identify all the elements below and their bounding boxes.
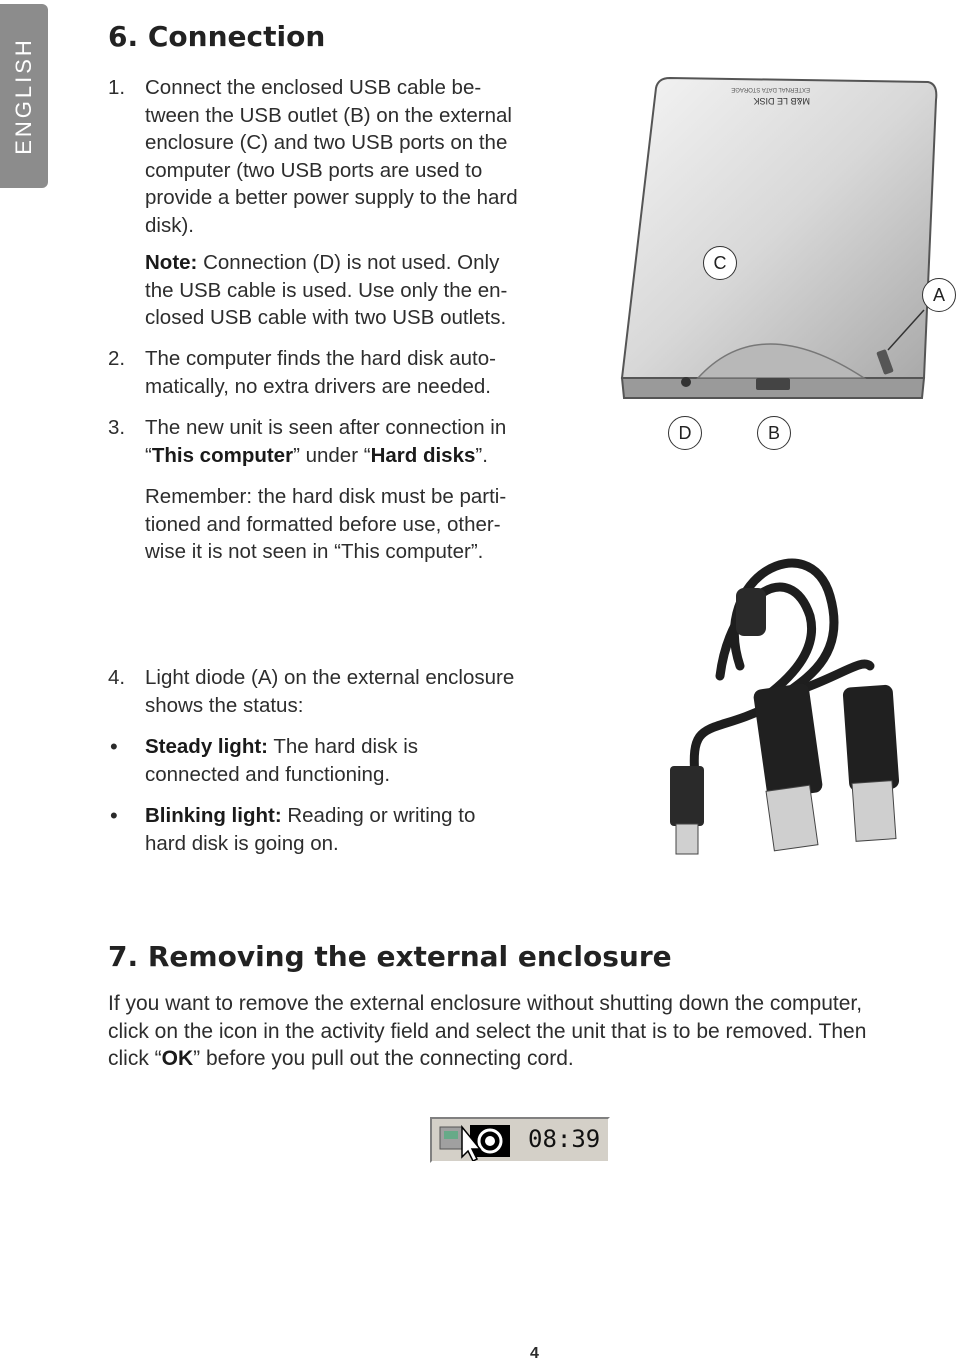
bullet-blinking-light xyxy=(145,802,475,857)
section-7-line: click on the icon in the activity field and select the unit that is to be removed. Then xyxy=(108,1019,867,1043)
power-jack-icon xyxy=(681,377,691,387)
label-c: C xyxy=(703,246,737,280)
device-brand: M&B LE DISK xyxy=(753,96,810,106)
quote-mark: ”. xyxy=(475,443,488,467)
item-3-line: The new unit is seen after connection in xyxy=(145,416,507,439)
label-d: D xyxy=(668,416,702,450)
note-line: the USB cable is used. Use only the en- xyxy=(145,278,508,302)
item-3-number: 3. xyxy=(108,416,126,439)
blinking-light-label: Blinking light: xyxy=(145,804,282,827)
usb-port-icon xyxy=(756,378,790,390)
note-paragraph xyxy=(145,249,507,332)
item-4-number: 4. xyxy=(108,666,126,689)
section-6-title: 6. Connection xyxy=(108,20,326,53)
hard-disks-term: Hard disks xyxy=(370,443,476,467)
section-7-title: 7. Removing the external enclosure xyxy=(108,940,672,973)
item-1-line: enclosure (C) and two USB ports on the xyxy=(145,131,508,154)
item-1-text xyxy=(145,74,518,239)
safely-remove-icon xyxy=(470,1125,510,1157)
item-2-number: 2. xyxy=(108,347,126,370)
external-enclosure-photo xyxy=(610,60,950,420)
usb-a-plug-icon xyxy=(753,683,824,851)
device-subtitle: EXTERNAL DATA STORAGE xyxy=(731,86,810,92)
note-line: closed USB cable with two USB outlets. xyxy=(145,306,507,329)
item-4-line: shows the status: xyxy=(145,693,304,717)
section-7-line: click “ xyxy=(108,1047,162,1070)
usb-a-plug-icon xyxy=(842,684,899,841)
item-1-line: provide a better power supply to the hard xyxy=(145,186,518,209)
item-4-line: Light diode (A) on the external enclosure xyxy=(145,666,515,689)
tray-icons xyxy=(436,1121,520,1161)
label-a: A xyxy=(922,278,956,312)
item-1-line: computer (two USB ports are used to xyxy=(145,158,483,182)
section-7-line: ” before you pull out the connecting cord. xyxy=(193,1047,574,1070)
bullet-text: connected and functioning. xyxy=(145,762,391,786)
bullet-marker: • xyxy=(110,803,118,828)
this-computer-term: This computer xyxy=(151,443,294,467)
mini-usb-plug-icon xyxy=(670,766,704,854)
usb-cable-photo xyxy=(650,536,920,866)
steady-light-label: Steady light: xyxy=(145,735,269,758)
bullet-text: Reading or writing to xyxy=(281,804,476,827)
taskbar-tray-screenshot xyxy=(430,1117,610,1163)
page-number: 4 xyxy=(530,1345,539,1362)
bullet-text: hard disk is going on. xyxy=(145,831,339,855)
remember-line: wise it is not seen in “This computer”. xyxy=(145,540,484,563)
item-1-line: disk). xyxy=(145,213,194,237)
remember-line: Remember: the hard disk must be parti- xyxy=(145,485,507,508)
item-4-text xyxy=(145,664,514,719)
ok-term: OK xyxy=(161,1047,194,1070)
item-2-line: matically, no extra drivers are needed. xyxy=(145,374,492,398)
remember-line: tioned and formatted before use, other- xyxy=(145,512,501,536)
language-tab xyxy=(0,4,48,188)
item-2-line: The computer finds the hard disk auto- xyxy=(145,347,496,370)
label-b: B xyxy=(757,416,791,450)
note-line: Connection (D) is not used. Only xyxy=(197,251,500,274)
item-3-connector: ” under “ xyxy=(293,443,371,467)
item-1-line: tween the USB outlet (B) on the external xyxy=(145,103,512,127)
language-tab-label: ENGLISH xyxy=(11,37,36,155)
ferrite-core-icon xyxy=(736,588,766,636)
item-3-text xyxy=(145,414,506,469)
item-1-line: Connect the enclosed USB cable be- xyxy=(145,76,482,99)
bullet-marker: • xyxy=(110,734,118,759)
item-1-number: 1. xyxy=(108,76,126,99)
note-label: Note: xyxy=(145,251,198,274)
tray-clock: 08:39 xyxy=(528,1125,601,1153)
section-7-line: If you want to remove the external enclosure without shutting down the computer, xyxy=(108,992,863,1015)
bullet-text: The hard disk is xyxy=(268,735,419,758)
quote-mark: “ xyxy=(145,443,152,467)
section-7-paragraph xyxy=(108,990,866,1073)
remember-paragraph xyxy=(145,483,506,566)
item-2-text xyxy=(145,345,496,400)
bullet-steady-light xyxy=(145,733,418,788)
hardware-icon xyxy=(440,1127,462,1149)
